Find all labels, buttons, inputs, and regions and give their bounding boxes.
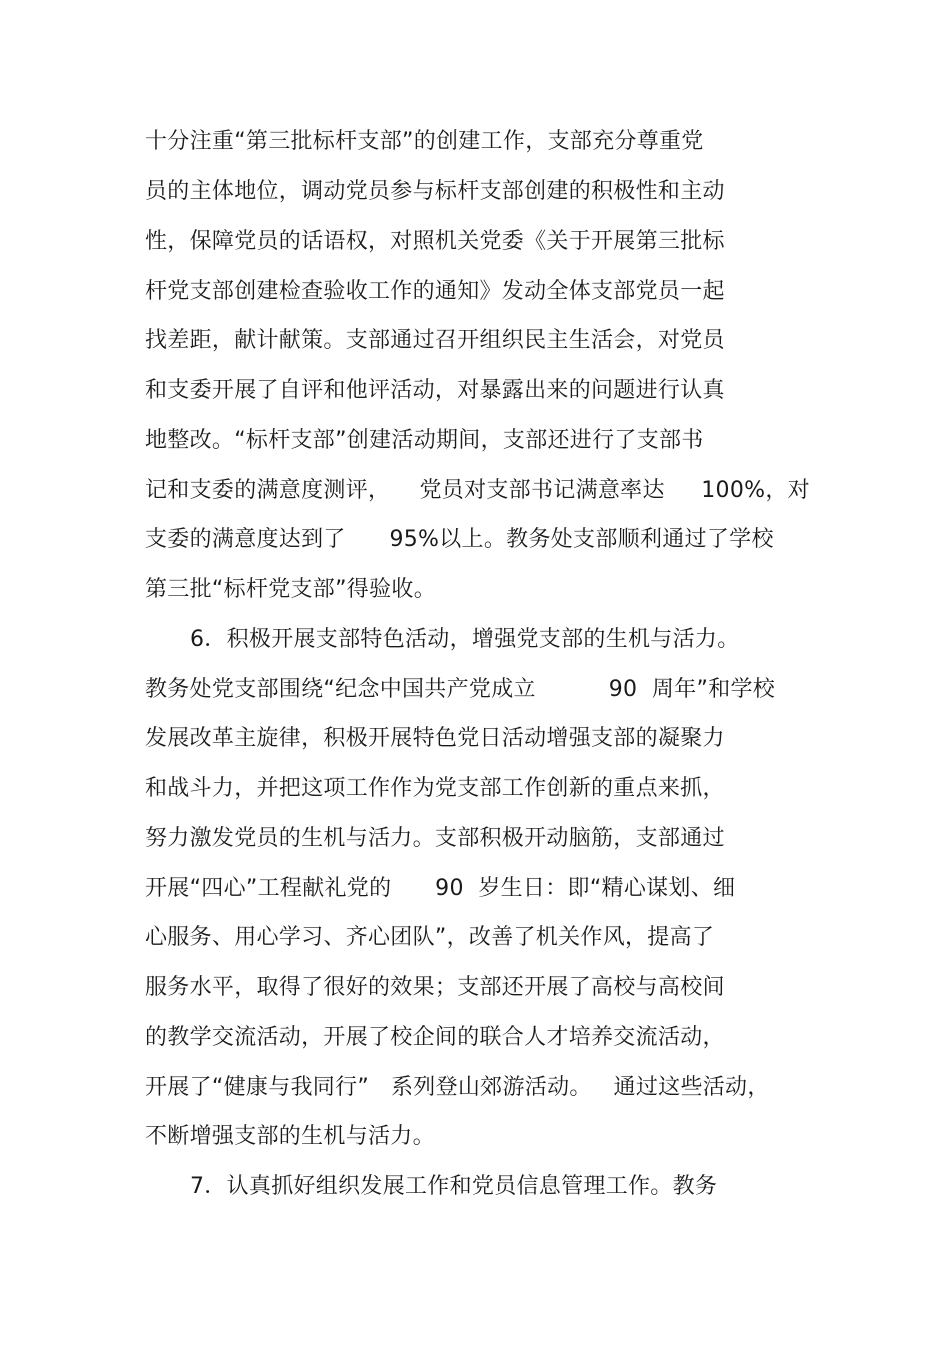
text-line: 和战斗力，并把这项工作作为党支部工作创新的重点来抓，: [145, 776, 725, 801]
text-line: 服务水平，取得了很好的效果；支部还开展了高校与高校间: [145, 975, 725, 1000]
text-line: 员的主体地位，调动党员参与标杆支部创建的积极性和主动: [145, 179, 725, 204]
text-line: 开展“四心”工程献礼党的 90 岁生日：即“精心谋划、细: [145, 876, 736, 901]
text-line: 开展了“健康与我同行” 系列登山郊游活动。 通过这些活动，: [145, 1075, 770, 1100]
text-line: 第三批“标杆党支部”得验收。: [145, 577, 436, 602]
text-line: 教务处党支部围绕“纪念中国共产党成立 90 周年”和学校: [145, 677, 776, 702]
text-line: 记和支委的满意度测评， 党员对支部书记满意率达 100%，对: [145, 478, 810, 503]
text-line: 不断增强支部的生机与活力。: [145, 1124, 435, 1149]
text-line: 努力激发党员的生机与活力。支部积极开动脑筋，支部通过: [145, 826, 725, 851]
text-line: 性，保障党员的话语权，对照机关党委《关于开展第三批标: [145, 229, 725, 254]
text-line: 心服务、用心学习、齐心团队”，改善了机关作风，提高了: [145, 925, 715, 950]
text-line: 和支委开展了自评和他评活动，对暴露出来的问题进行认真: [145, 378, 725, 403]
section-heading: 7．认真抓好组织发展工作和党员信息管理工作。教务: [190, 1174, 718, 1199]
text-line: 发展改革主旋律，积极开展特色党日活动增强支部的凝聚力: [145, 726, 725, 751]
text-line: 十分注重“第三批标杆支部”的创建工作，支部充分尊重党: [145, 129, 704, 154]
text-line: 的教学交流活动，开展了校企间的联合人才培养交流活动，: [145, 1025, 725, 1050]
text-line: 支委的满意度达到了 95%以上。教务处支部顺利通过了学校: [145, 527, 774, 552]
text-line: 杆党支部创建检查验收工作的通知》发动全体支部党员一起: [145, 279, 725, 304]
text-line: 找差距，献计献策。支部通过召开组织民主生活会，对党员: [145, 328, 725, 353]
section-heading: 6．积极开展支部特色活动，增强党支部的生机与活力。: [190, 627, 740, 652]
text-line: 地整改。“标杆支部”创建活动期间，支部还进行了支部书: [145, 428, 704, 453]
